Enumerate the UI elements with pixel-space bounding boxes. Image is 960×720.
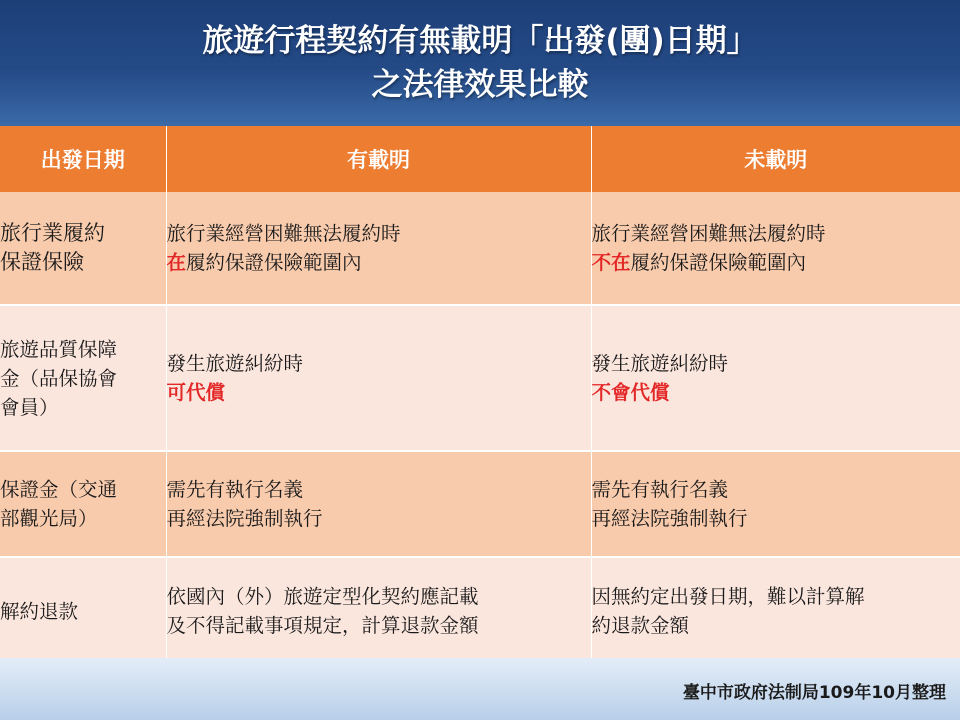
title-banner xyxy=(0,0,960,126)
label-line: 部觀光局） xyxy=(0,507,98,530)
comparison-table xyxy=(0,126,960,666)
row-label-refund xyxy=(0,557,166,665)
cell-line: 及不得記載事項規定，計算退款金額 xyxy=(166,614,479,637)
cell-line: 因無約定出發日期，難以計算解 xyxy=(591,585,865,608)
row-label-deposit xyxy=(0,451,166,557)
table-row xyxy=(0,451,960,557)
cell-line: 發生旅遊糾紛時 xyxy=(591,352,729,375)
label-line: 保證金（交通 xyxy=(0,478,118,501)
cell-specified xyxy=(166,451,591,557)
table-header-row xyxy=(0,126,960,192)
header-not-specified: 未載明 xyxy=(591,126,960,192)
label-line: 解約退款 xyxy=(0,599,79,623)
header-departure-date: 出發日期 xyxy=(0,126,166,192)
page-title-line1: 旅遊行程契約有無載明「出發(團)日期」 xyxy=(202,23,758,59)
label-line: 旅行業履約 xyxy=(0,221,105,245)
cell-not-specified xyxy=(591,451,960,557)
header-specified: 有載明 xyxy=(166,126,591,192)
label-line: 金（品保協會 xyxy=(0,366,118,390)
cell-line: 發生旅遊糾紛時 xyxy=(166,352,304,375)
footer-bar xyxy=(0,658,960,720)
table-row xyxy=(0,305,960,451)
cell-specified xyxy=(166,557,591,665)
page-title-line2: 之法律效果比較 xyxy=(371,67,589,103)
cell-text: 履約保證保險範圍內 xyxy=(186,251,362,274)
cell-not-specified xyxy=(591,557,960,665)
cell-line xyxy=(167,248,591,277)
cell-line: 約退款金額 xyxy=(591,614,690,637)
cell-specified xyxy=(166,192,591,305)
row-label-quality-guarantee xyxy=(0,305,166,451)
emphasis-text: 不在 xyxy=(591,251,631,274)
cell-specified xyxy=(166,305,591,451)
table-row xyxy=(0,192,960,305)
label-line: 旅遊品質保障 xyxy=(0,337,118,361)
cell-line: 旅行業經營困難無法履約時 xyxy=(166,222,401,245)
emphasis-text: 可代償 xyxy=(166,381,226,404)
cell-text: 履約保證保險範圍內 xyxy=(630,251,807,274)
cell-line: 再經法院強制執行 xyxy=(591,507,748,530)
emphasis-text: 在 xyxy=(166,251,187,274)
cell-line: 需先有執行名義 xyxy=(166,478,304,501)
source-note: 臺中市政府法制局109年10月整理 xyxy=(682,683,946,703)
cell-not-specified xyxy=(591,192,960,305)
label-line: 保證保險 xyxy=(0,250,84,274)
label-line: 會員） xyxy=(0,395,59,419)
cell-line: 再經法院強制執行 xyxy=(166,507,323,530)
row-label-performance-insurance xyxy=(0,192,166,305)
cell-line: 旅行業經營困難無法履約時 xyxy=(591,222,826,245)
cell-not-specified xyxy=(591,305,960,451)
cell-line xyxy=(592,248,960,277)
table-row xyxy=(0,557,960,665)
cell-line: 需先有執行名義 xyxy=(591,478,729,501)
emphasis-text: 不會代償 xyxy=(591,381,670,404)
cell-line: 依國內（外）旅遊定型化契約應記載 xyxy=(166,585,479,608)
